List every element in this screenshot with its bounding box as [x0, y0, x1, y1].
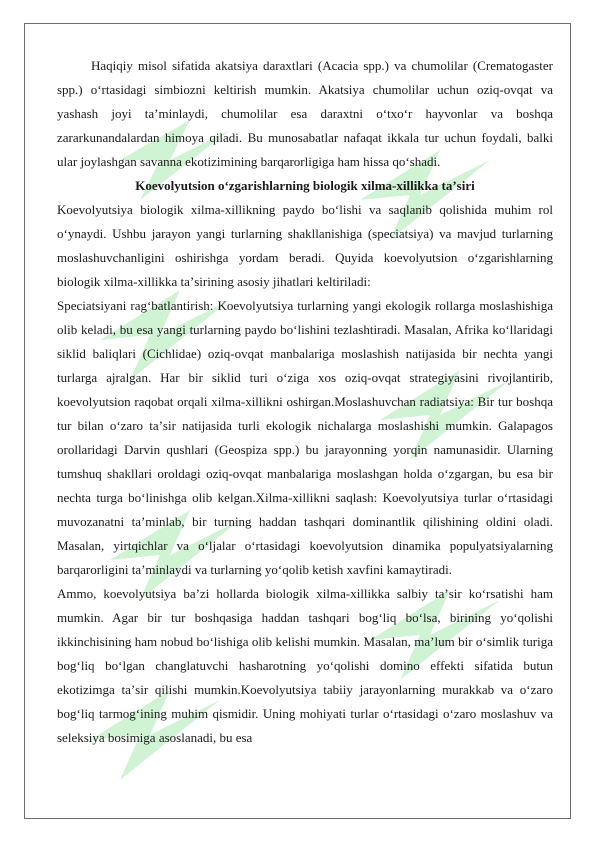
paragraph-acacia-ants: Haqiqiy misol sifatida akatsiya daraxtlari (Acacia spp.) va chumolilar (Crematogaster spp.) oʻrtasidagi simbiozni keltirish mumkin. Akatsiya chumolilar uchun oziq-ovqat va yashash joyi taʼminlaydi, chumolilar esa daraxtni oʻtxoʻr hayvonlar va boshqa zararkunandalardan himoya qiladi. Bu munosabatlar nafaqat ikkala tur uchun foydali, balki ular joylashgan savanna ekotizimining barqarorligiga ham hissa qoʻshadi. — [57, 58, 553, 169]
document-body — [57, 54, 553, 750]
paragraph-negative-effects: Ammo, koevolyutsiya baʼzi hollarda biologik xilma-xillikka salbiy taʼsir koʻrsatishi ham mumkin. Agar bir tur boshqasiga haddan tashqari bogʻliq boʻlsa, birining yoʻqolishi ikkinchisining ham nobud boʻlishiga olib kelishi mumkin. Masalan, maʼlum bir oʻsimlik turiga bogʻliq boʻlgan changlatuvchi hasharotning yoʻqolishi domino effekti sifatida butun ekotizimga taʼsir qilishi mumkin.Koevolyutsiya tabiiy jarayonlarning murakkab va oʻzaro bogʻliq tarmogʻining muhim qismidir. Uning mohiyati turlar oʻrtasidagi oʻzaro moslashuv va seleksiya bosimiga asoslanadi, bu esa — [57, 586, 553, 745]
section-heading: Koevolyutsion oʻzgarishlarning biologik xilma-xillikka taʼsiri — [135, 178, 475, 193]
paragraph-coevolution-role: Koevolyutsiya biologik xilma-xillikning paydo boʻlishi va saqlanib qolishida muhim rol oʻynaydi. Ushbu jarayon yangi turlarning shakllanishiga (speciatsiya) va mavjud turlarning moslashuvchanligini oshirishga yordam beradi. Quyida koevolyutsion oʻzgarishlarning biologik xilma-xillikka taʼsirining asosiy jihatlari keltiriladi: — [57, 202, 553, 289]
paragraph-speciation: Speciatsiyani ragʻbatlantirish: Koevolyutsiya turlarning yangi ekologik rollarga moslashishiga olib keladi, bu esa yangi turlarning paydo boʻlishini tezlashtiradi. Masalan, Afrika koʻllaridagi siklid baliqlari (Cichlidae) oziq-ovqat manbalariga moslashish natijasida bir nechta yangi turlarga ajralgan. Har bir siklid turi oʻziga xos oziq-ovqat strategiyasini rivojlantirib, koevolyutsion raqobat orqali xilma-xillikni oshirgan.Moslashuvchan radiatsiya: Bir tur boshqa tur bilan oʻzaro taʼsir natijasida turli ekologik nichalarga moslashishi mumkin. Galapagos orollaridagi Darvin qushlari (Geospiza spp.) bu jarayonning yorqin namunasidir. Ularning tumshuq shakllari oroldagi oziq-ovqat manbalariga moslashgan holda oʻzgargan, bu esa bir nechta turga boʻlinishga olib kelgan.Xilma-xillikni saqlash: Koevolyutsiya turlar oʻrtasidagi muvozanatni taʼminlab, bir turning haddan tashqari dominantlik qilishining oldini oladi. Masalan, yirtqichlar va oʻljalar oʻrtasidagi koevolyutsion dinamika populyatsiyalarning barqarorligini taʼminlaydi va turlarning yoʻqolib ketish xavfini kamaytiradi. — [57, 298, 553, 577]
